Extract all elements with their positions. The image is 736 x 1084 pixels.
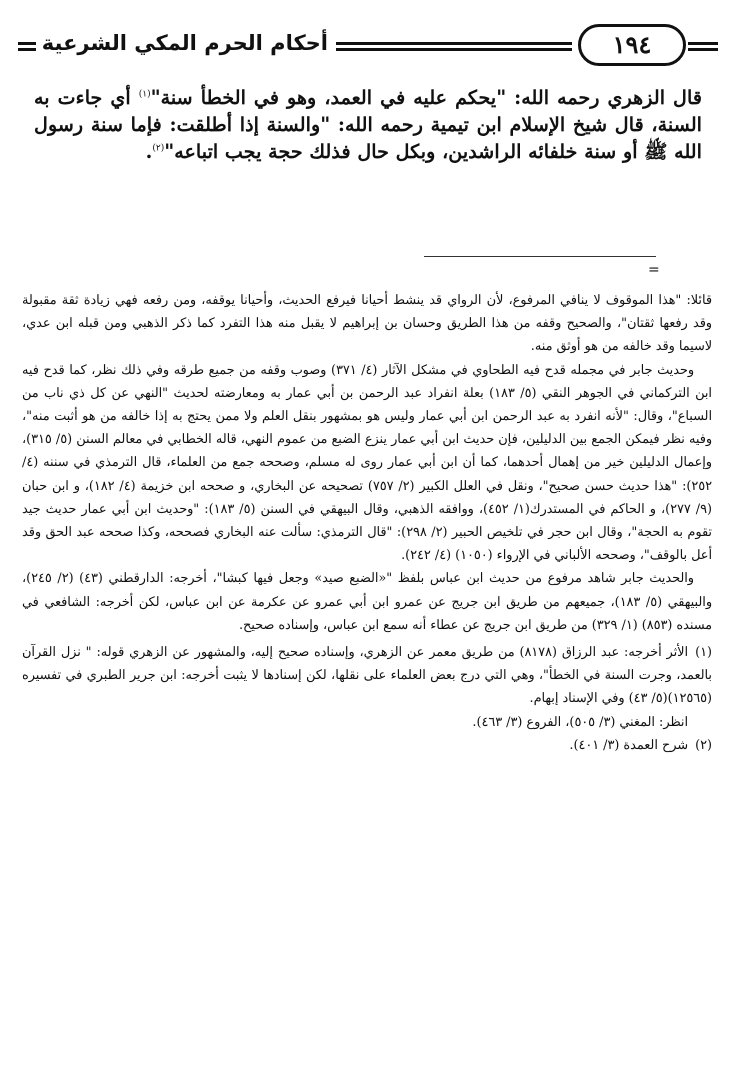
header-rule: [18, 48, 36, 51]
footnote-2: (٢)شرح العمدة (٣/ ٤٠١).: [22, 734, 712, 757]
footnotes: [22, 289, 712, 757]
footnote-continued-paragraph: قائلا: "هذا الموقوف لا ينافي المرفوع، لأن الرواي قد ينشط أحيانا فيرفع الحديث، وأحيانا يوقفه، ومن رفعه فهي زيادة ثقة مقبولة وقد رفعها ثقتان"، والصحيح وقفه من هذا الطريق وحسان بن إبراهيم لا يقبل منه هذا التفرد كما ذكر الذهبي ومن قبله ابن عدي، لاسيما وقد خالفه من هو أوثق منه.: [22, 293, 713, 355]
footnote-number: (١): [695, 645, 712, 661]
footnote-1-continued: انظر: المغني (٣/ ٥٠٥)، الفروع (٣/ ٤٦٣).: [472, 714, 688, 730]
header-rule: [688, 42, 718, 45]
running-title: أحكام الحرم المكي الشرعية: [41, 31, 328, 55]
page-number: ١٩٤: [578, 24, 686, 66]
footnote-separator: [424, 256, 656, 257]
header-rule: [18, 42, 36, 45]
header-rule: [336, 48, 572, 51]
footnote-number: (٢): [695, 737, 712, 753]
footnote-1: (١)الأثر أخرجه: عبد الرزاق (٨١٧٨) من طريق معمر عن الزهري، وإسناده صحيح إليه، والمشهور عن الزهري قوله: " نزل القرآن بالعمد، وجرت السنة في الخطأ"، وهي التي درج بعض العلماء على نقلها، لكن إسنادها لا يثبت أخرجه: ابن جرير الطبري في تفسيره (١٢٥٦٥)(٥/ ٤٣) وفي الإسناد إبهام.: [22, 641, 712, 711]
footnote-ref-1: (١): [138, 89, 151, 100]
continuation-mark: =: [648, 262, 660, 278]
footnote-ref-2: (٢): [152, 143, 165, 154]
footnote-continued-paragraph: وحديث جابر في مجمله قدح فيه الطحاوي في مشكل الآثار (٤/ ٣٧١) وصوب وقفه من جميع طرقه وفي ذلك نظر، كما قدح فيه ابن التركماني في الجوهر النقي (٥/ ١٨٣) بعلة انفراد عبد الرحمن بن أبي عمار به ومعارضته لحديث "النهي عن كل ذي ناب من السباع"، وقال: "لأنه انفرد به عبد الرحمن ابن أبي عمار وليس هو بمشهور بنقل العلم ولا ممن يحتج به إذا خالفه من هو أثبت منه"، وفيه نظر فيمكن الجمع بين الدليلين، فإن حديث ابن أبي عمار ينزع الضبع من عموم النهي، قاله الخطابي في معالم السنن (٥/ ٣١٥)، وإعمال الدليلين خير من إهمال أحدهما، كما أن ابن أبي عمار روى له مسلم، وصححه جمع من العلماء، قال الترمذي في سننه (٤/ ٢٥٢): "هذا حديث حسن صحيح"، ونقل في العلل الكبير (٢/ ٧٥٧) تصحيحه عن البخاري، و صححه ابن خزيمة (٤/ ١٨٢)، و ابن حبان (٩/ ٢٧٧)، و الحاكم في المستدرك(١/ ٤٥٢)، ووافقه الذهبي، وقال البيهقي في السنن (٥/ ١٨٣): "وحديث ابن أبي عمار حديث جيد تقوم به الحجة"، وقال ابن حجر في تلخيص الحبير (٢/ ٢٩٨): "قال الترمذي: سألت عنه البخاري فصححه، وكذا صححه عبد الحق وقد أعل بالوقف"، وصححه الألباني في الإرواء (١٠٥٠) (٤/ ٢٤٢).: [22, 362, 712, 564]
main-text: [34, 84, 702, 165]
footnote-continued-paragraph: والحديث جابر شاهد مرفوع من حديث ابن عباس بلفظ "«الضبع صيد» وجعل فيها كبشا"، أخرجه: الدارقطني (٤٣) (٢/ ٢٤٥)، والبيهقي (٥/ ١٨٣)، جميعهم من طريق ابن جريج عن عمرو ابن أبي عمرو عن عكرمة عن ابن عباس، لكن أخرجه: الشافعي في مسنده (٨٥٣) (١/ ٣٢٩) من طريق ابن جريج عن عطاء أنه سمع ابن عباس، وإسناده صحيح.: [22, 571, 712, 633]
main-paragraph: قال الزهري رحمه الله: "يحكم عليه في العمد، وهو في الخطأ سنة"$^{(١)}$ أي جاءت به السنة، قال شيخ الإسلام ابن تيمية رحمه الله: "والسنة إذا أطلقت: فإما سنة رسول الله ﷺ أو سنة خلفائه الراشدين، وبكل حال فذلك حجة يجب اتباعه"$^{(٢)}$.: [34, 86, 702, 163]
header-rule: [336, 42, 572, 45]
page-header: [18, 20, 718, 70]
header-rule: [688, 48, 718, 51]
